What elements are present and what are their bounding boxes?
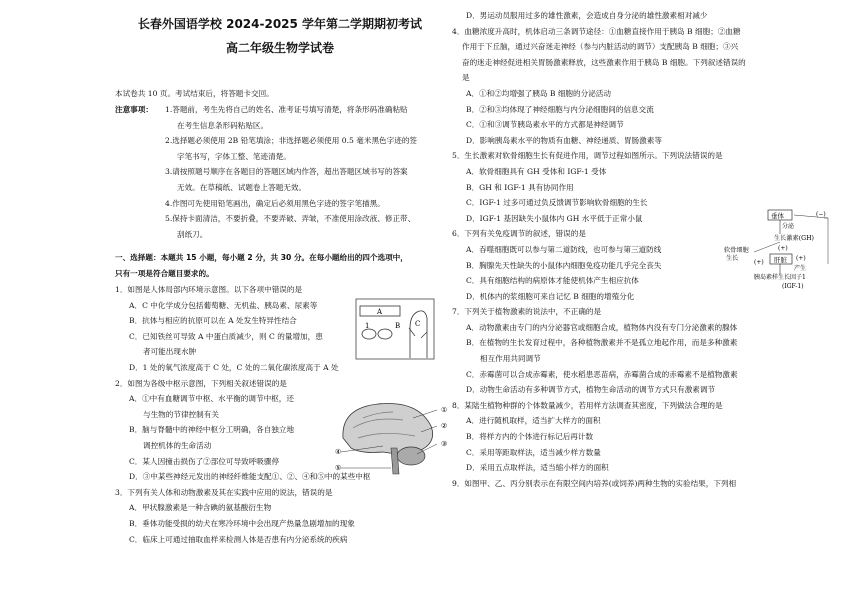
notes-list bbox=[165, 102, 445, 242]
gh-regulation-diagram bbox=[724, 208, 846, 290]
internal-environment-figure bbox=[355, 298, 435, 360]
igf-abbr-label: (IGF-1) bbox=[782, 283, 804, 290]
option-line: D．机体内的浆细胞可来自记忆 B 细胞的增殖分化 bbox=[466, 291, 635, 301]
question-line: 5．生长激素对软骨细胞生长有促进作用，调节过程如图所示。下列说法错误的是 bbox=[452, 151, 723, 161]
question-line: 3．下列有关人体和动物激素及其在实践中应用的说法，错误的是 bbox=[115, 487, 333, 497]
option-line: C．临床上可通过抽取血样来检测人体是否患有内分泌系统的疾病 bbox=[129, 534, 348, 544]
pituitary-label: 垂体 bbox=[771, 212, 784, 220]
option-line: C．某人因撞击损伤了②部位可导致呼吸骤停 bbox=[129, 456, 280, 466]
option-line: A．进行随机取样，适当扩大样方的面积 bbox=[466, 416, 601, 426]
label-a: A bbox=[377, 308, 383, 316]
note-line: 2.选择题必须使用 2B 铅笔填涂；非选择题必须使用 0.5 毫米黑色字迹的签 bbox=[165, 136, 418, 146]
option-line: 调控机体的生命活动 bbox=[143, 440, 212, 450]
igf-label: 胰岛素样生长因子1 bbox=[754, 274, 806, 281]
liver-label: 肝脏 bbox=[774, 256, 787, 264]
option-line: C．赤霉菌可以合成赤霉素，使水稻患恶苗病，赤霉菌合成的赤霉素不是植物激素 bbox=[466, 369, 738, 379]
option-line: A．C 中化学成分包括葡萄糖、无机盐、胰岛素、尿素等 bbox=[129, 300, 318, 310]
note-line: 1.答题前，考生先将自己的姓名、准考证号填写清楚，将条形码准确粘贴 bbox=[165, 105, 408, 114]
option-line: C．IGF-1 过多可通过负反馈调节影响软骨细胞的生长 bbox=[466, 198, 648, 208]
option-line: D．采用五点取样法，适当缩小样方的面积 bbox=[466, 463, 609, 473]
plus-label-2: (+) bbox=[754, 259, 764, 266]
exam-subtitle: 高二年级生物学试卷 bbox=[225, 41, 334, 55]
option-line: C．具有细胞结构的病原体才能使机体产生相应抗体 bbox=[466, 276, 639, 286]
option-line: A．①和②均增强了胰岛 B 细胞的分泌活动 bbox=[466, 88, 611, 98]
section-heading: 一、选择题：本题共 15 小题，每小题 2 分，共 30 分。在每小题给出的四个选项中， bbox=[115, 253, 408, 262]
cerebrum bbox=[343, 403, 433, 453]
option-line: B．在植物的生长发育过程中，各种植物激素并不是孤立地起作用，而是多种激素 bbox=[466, 338, 738, 348]
brain-figure bbox=[333, 398, 453, 476]
intro-text: 本试卷共 10 页。考试结束后，将答题卡交回。 bbox=[115, 89, 274, 98]
option-line: B．抗体与相应的抗原可以在 A 处发生特异性结合 bbox=[129, 316, 297, 326]
label-1: 1 bbox=[365, 322, 370, 330]
option-line: D．影响胰岛素水平的物质有血糖、神经递质、胃肠激素等 bbox=[466, 135, 662, 145]
question-line: 1．如图是人体局部内环境示意图。以下各项中错误的是 bbox=[115, 285, 303, 294]
option-line: B．胸腺先天性缺失的小鼠体内细胞免疫功能几乎完全丧失 bbox=[466, 260, 662, 270]
option-line: C．①和③调节胰岛素水平的方式都是神经调节 bbox=[466, 120, 624, 130]
growth-label: 生长 bbox=[726, 255, 739, 262]
produce-label: 产生 bbox=[794, 265, 807, 272]
option-line: B．垂体功能受损的幼犬在寒冷环境中会出现产热量急剧增加的现象 bbox=[129, 518, 355, 528]
question-line: 作用于下丘脑，通过兴奋迷走神经（参与内脏活动的调节）支配胰岛 B 细胞；③兴 bbox=[462, 42, 739, 52]
gh-to-cart-arrow bbox=[754, 242, 780, 252]
note-line: 刮纸刀。 bbox=[177, 229, 208, 239]
option-line: C．采用等距取样法，适当减少样方数量 bbox=[466, 447, 601, 457]
option-line: B．GH 和 IGF-1 具有协同作用 bbox=[466, 182, 574, 192]
option-line: 者可能出现水肿 bbox=[143, 347, 197, 357]
option-line: B．将样方内的个体进行标记后再计数 bbox=[466, 432, 594, 442]
cerebellum bbox=[397, 447, 425, 465]
option-line: D．1 处的氧气浓度高于 C 处，C 处的二氧化碳浓度高于 A 处 bbox=[129, 362, 339, 372]
plus-label-3: (+) bbox=[796, 255, 806, 262]
region-label-2: ② bbox=[441, 422, 448, 430]
section-heading-cont: 只有一项是符合题目要求的。 bbox=[115, 269, 214, 278]
note-line: 无效。在草稿纸、试题卷上答题无效。 bbox=[177, 182, 307, 192]
question-line: 奋的迷走神经促进相关胃肠激素释放，这些激素作用于胰岛 B 细胞。下列叙述错误的 bbox=[462, 57, 746, 67]
question-line: 8．某陆生植物种群的个体数量减少，若用样方法调查其密度，下列做法合理的是 bbox=[452, 400, 723, 410]
option-line: 与生物的节律控制有关 bbox=[143, 409, 219, 419]
note-line: 字笔书写，字体工整、笔迹清楚。 bbox=[177, 151, 291, 161]
question-line: 6．下列有关免疫调节的叙述，错误的是 bbox=[452, 229, 586, 239]
question-line: 2．如图为各级中枢示意图，下列相关叙述错误的是 bbox=[115, 378, 287, 388]
region-label-5: ⑤ bbox=[335, 464, 342, 472]
region-label-3: ③ bbox=[441, 440, 448, 448]
question-line: 是 bbox=[462, 73, 470, 83]
notes-label: 注意事项： bbox=[115, 105, 153, 114]
exam-title: 长春外国语学校 2024-2025 学年第二学期期初考试 bbox=[137, 17, 423, 31]
option-line: D．③中某些神经元发出的神经纤维能支配①、②、④和⑤中的某些中枢 bbox=[129, 472, 371, 482]
gh-label: 生长激素(GH) bbox=[774, 235, 814, 242]
cartilage-label: 软骨细胞 bbox=[724, 247, 749, 254]
feedback-minus-label: (−) bbox=[816, 211, 826, 218]
option-line: D．男运动员服用过多的雄性激素，会造成自身分泌的雄性激素相对减少 bbox=[466, 11, 708, 20]
question-line: 9．如图甲、乙、丙分别表示在有限空间内培养(或饲养)两种生物的实验结果，下列相 bbox=[452, 478, 737, 488]
note-line: 3.请按照题号顺序在各题目的答题区域内作答，超出答题区域书写的答案 bbox=[165, 167, 408, 177]
option-line: D．动物生命活动有多种调节方式，植物生命活动的调节方式只有激素调节 bbox=[466, 385, 716, 395]
question-line: 4．血糖浓度升高时，机体启动三条调节途径：①血糖直接作用于胰岛 B 细胞；②血糖 bbox=[452, 26, 741, 36]
option-line: A．①中有血糖调节中枢、水平衡的调节中枢，还 bbox=[129, 394, 294, 404]
option-line: A．软骨细胞具有 GH 受体和 IGF-1 受体 bbox=[466, 166, 607, 176]
option-line: D．IGF-1 基因缺失小鼠体内 GH 水平低于正常小鼠 bbox=[466, 213, 643, 223]
plus-label-1: (+) bbox=[778, 245, 788, 252]
region-label-1: ① bbox=[441, 406, 448, 414]
option-line: A．甲状腺激素是一种含碘的氨基酸衍生物 bbox=[129, 503, 272, 513]
question-line: 7．下列关于植物激素的说法中，不正确的是 bbox=[452, 307, 602, 317]
option-line: 相互作用共同调节 bbox=[480, 354, 541, 364]
note-line: 5.保持卡面清洁，不要折叠，不要弄破、弄皱，不准使用涂改液、修正带、 bbox=[165, 214, 416, 224]
secrete-label: 分泌 bbox=[782, 223, 795, 230]
option-line: B．②和③均体现了神经细胞与内分泌细胞间的信息交流 bbox=[466, 104, 654, 114]
label-b: B bbox=[395, 322, 401, 330]
option-line: A．动物激素由专门的内分泌器官或细胞合成，植物体内没有专门分泌激素的腺体 bbox=[466, 322, 738, 332]
option-line: C．已知铁丝可导致 A 中蛋白质减少，则 C 的量增加，患 bbox=[129, 331, 323, 341]
label-c: C bbox=[415, 320, 421, 328]
region-label-4: ④ bbox=[335, 448, 342, 456]
option-line: B．脑与脊髓中的神经中枢分工明确，各自独立地 bbox=[129, 425, 295, 435]
note-line: 4.作图可先使用铅笔画出，确定后必须用黑色字迹的签字笔描黑。 bbox=[165, 198, 385, 208]
note-line: 在考生信息条形码粘贴区。 bbox=[177, 120, 269, 130]
option-line: A．吞噬细胞既可以参与第二道防线，也可参与第三道防线 bbox=[466, 244, 662, 254]
